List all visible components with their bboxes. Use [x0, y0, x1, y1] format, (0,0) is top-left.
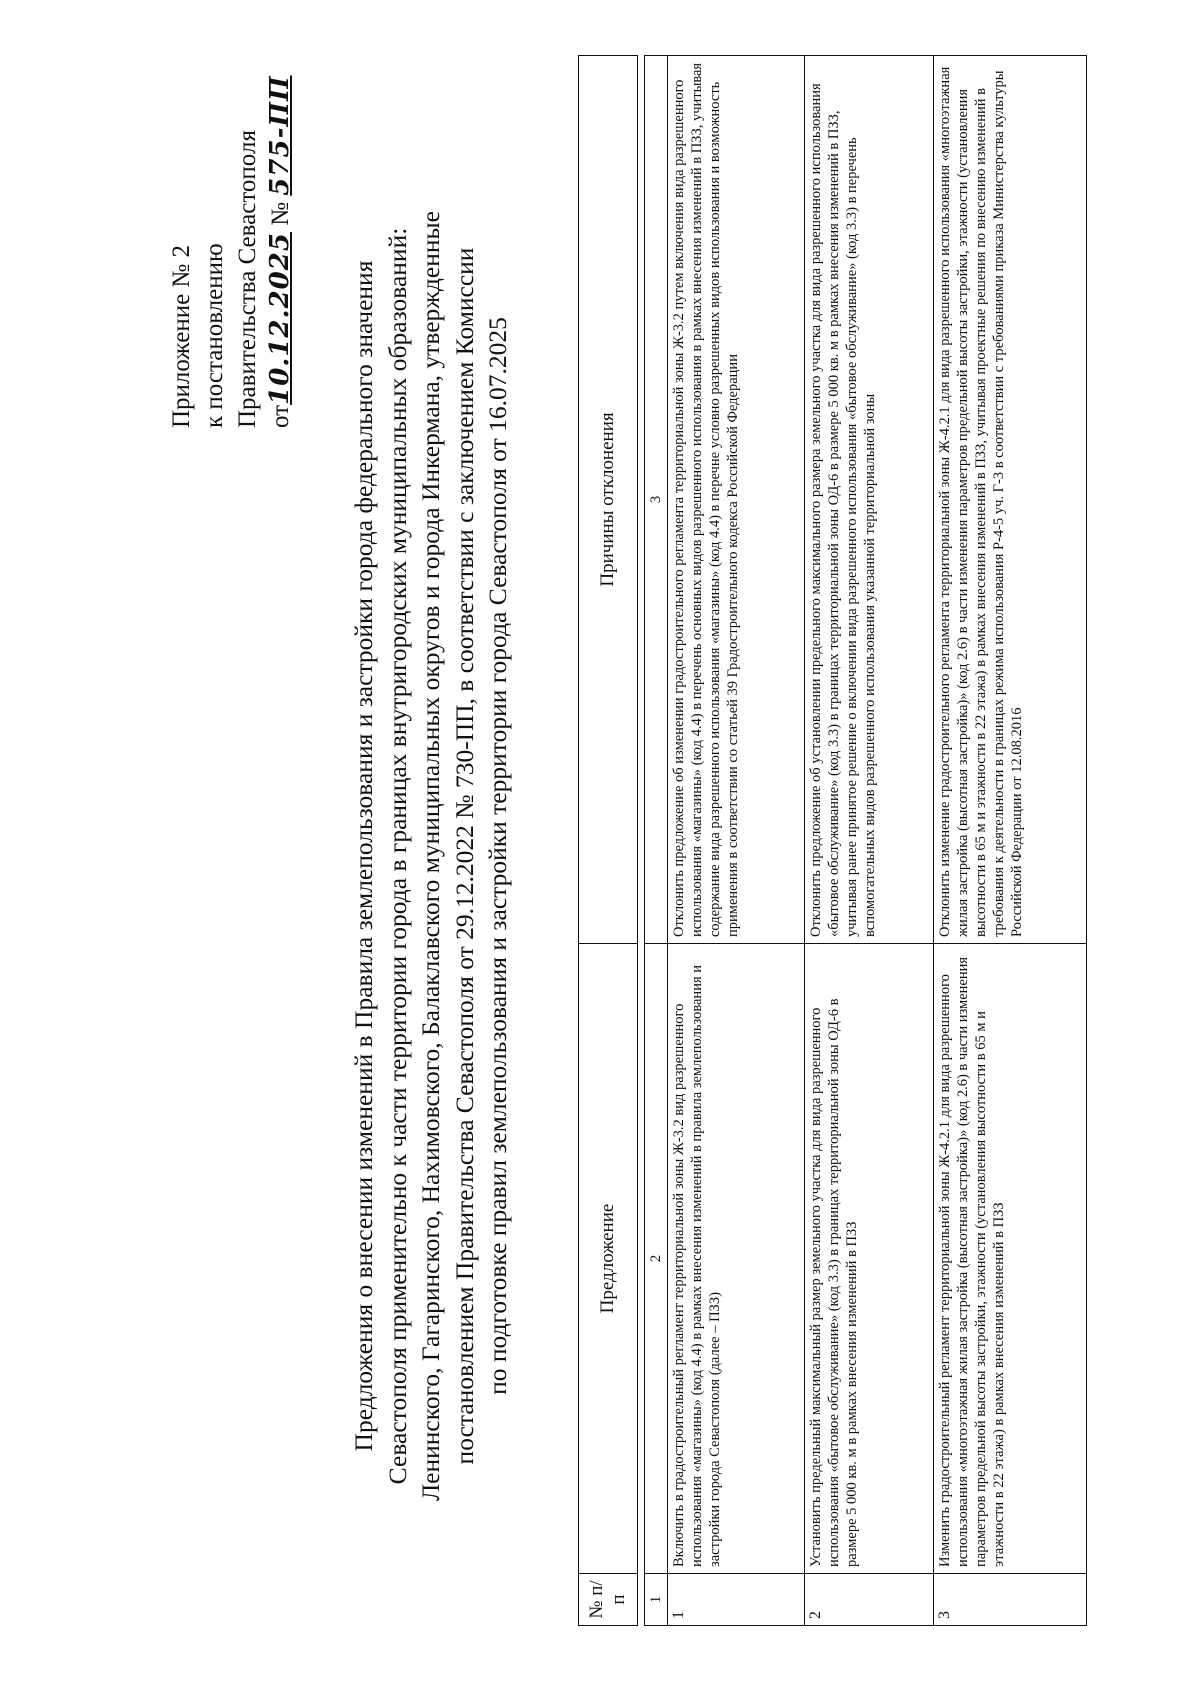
appendix-line: Приложение № 2	[168, 244, 195, 428]
appendix-line: к постановлению	[201, 243, 228, 428]
row-reason: Отклонить изменение градостроительного регламента территориальной зоны Ж-4.2.1 для вида разрешенного использования «многоэтажная жилая застройка (высотная застройка)» (код 2.6) в части изменения параметров предельной высоты застройки, этажности (установления высотности в 65 м и этажности в 22 этажа) в рамках внесения изменений в ПЗЗ, учитывая проектные решения по внесению изменений в требования к деятельности в границах режима использования Р-4-5 уч. Г-3 в соответствии с требованиями приказа Министерства культуры Российской Федерации от 12.08.2016	[934, 56, 1087, 944]
table-row	[805, 56, 934, 1626]
header-num: № п/п	[579, 1574, 638, 1626]
table-row	[668, 56, 805, 1626]
table-spacer	[638, 56, 645, 1626]
document-title	[347, 76, 515, 1636]
row-proposal: Установить предельный максимальный размер земельного участка для вида разрешенного использования «бытовое обслуживание» (код 3.3) в границах территориальной зоны ОД-6 в размере 5 000 кв. м в рамках внесения изменений в ПЗЗ	[805, 944, 934, 1574]
appendix-from: от	[267, 404, 294, 428]
appendix-date: 10.12.2025	[265, 232, 295, 405]
title-line: Ленинского, Гагаринского, Нахимовского, Балаклавского муниципальных округов и города Инкермана, утвержденные	[416, 211, 445, 1501]
title-line: Предложения о внесении изменений в Правила землепользования и застройки города федерального значения	[349, 260, 378, 1452]
appendix-date-line	[264, 28, 297, 428]
appendix-no: №	[267, 201, 294, 226]
column-number: 1	[645, 1574, 668, 1626]
column-number: 2	[645, 944, 668, 1574]
appendix-number: 575-ПП	[265, 75, 295, 196]
row-reason: Отклонить предложение об установлении предельного максимального размера земельного участка для вида разрешенного использования «бытовое обслуживание» (код 3.3) в границах территориальной зоны ОД-6 в размере 5 000 кв. м в рамках внесения изменений в ПЗЗ, учитывая ранее принятое решение о включении вида разрешенного использования «бытовое обслуживание» (код 3.3) в перечень вспомогательных видов разрешенного использования указанной территориальной зоны	[805, 56, 934, 944]
header-reasons: Причины отклонения	[579, 56, 638, 944]
column-numbers-row	[645, 56, 668, 1626]
row-num: 1	[668, 1574, 805, 1626]
table-header-row	[579, 56, 638, 1626]
header-proposal: Предложение	[579, 944, 638, 1574]
row-proposal: Включить в градостроительный регламент территориальной зоны Ж-3.2 вид разрешенного использования «магазины» (код 4.4) в рамках внесения изменений в правила землепользования и застройки города Севастополя (далее – ПЗЗ)	[668, 944, 805, 1574]
proposals-table	[578, 55, 1087, 1626]
row-num: 3	[934, 1574, 1087, 1626]
row-proposal: Изменить градостроительный регламент территориальной зоны Ж-4.2.1 для вида разрешенного использования «многоэтажная жилая застройка (высотная застройка)» (код 2.6) в части изменения параметров предельной высоты застройки, этажности (установления высотности в 65 м и этажности в 22 этажа) в рамках внесения изменений в ПЗЗ	[934, 944, 1087, 1574]
row-reason: Отклонить предложение об изменении градостроительного регламента территориальной зоны Ж-3.2 путем включения вида разрешенного использования «магазины» (код 4.4) в перечень основных видов разрешенного использования в рамках внесения изменений в ПЗЗ, учитывая содержание вида разрешенного использования «магазины» (код 4.4) в перечне условно разрешенных видов использования и возможность применения в соответствии со статьей 39 Градостроительного кодекса Российской Федерации	[668, 56, 805, 944]
title-line: постановлением Правительства Севастополя от 29.12.2022 № 730-ПП, в соответствии с заключением Комиссии	[449, 247, 479, 1465]
table-row	[934, 56, 1087, 1626]
title-line: по подготовке правил землепользования и застройки территории города Севастополя от 16.07.2025	[483, 317, 512, 1395]
title-line: Севастополя применительно к части территории города в границах внутригородских муниципальных образований:	[382, 227, 412, 1485]
row-num: 2	[805, 1574, 934, 1626]
appendix-line: Правительства Севастополя	[234, 130, 261, 428]
column-number: 3	[645, 56, 668, 944]
appendix-block	[165, 28, 297, 428]
